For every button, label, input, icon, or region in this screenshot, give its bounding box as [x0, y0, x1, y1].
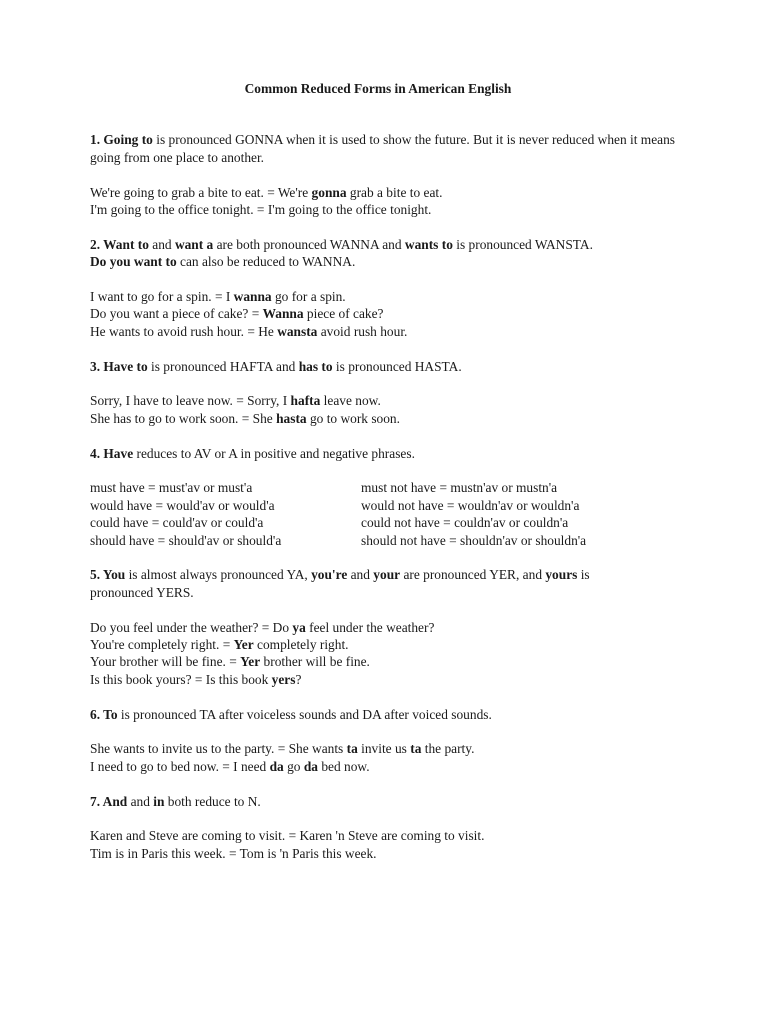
section-s1	[90, 131, 690, 218]
example-line	[90, 740, 690, 757]
example-line	[90, 827, 690, 844]
text-run: and	[127, 793, 154, 809]
negative-form: could not have = couldn'av or couldn'a	[361, 515, 569, 531]
text-run: I want to go for a spin. = I	[90, 289, 234, 305]
rule-text	[90, 793, 690, 810]
rule-line	[90, 706, 690, 723]
text-run: She has to go to work soon. = She	[90, 410, 277, 426]
document-page	[90, 80, 690, 880]
text-run: invite us	[357, 741, 411, 757]
example-line	[90, 288, 690, 305]
text-run: ?	[295, 671, 302, 687]
rule-text	[90, 236, 690, 271]
positive-form: must have = must'av or must'a	[90, 480, 253, 496]
example-line	[90, 845, 690, 862]
positive-form: could have = could'av or could'a	[90, 515, 264, 531]
bold-text: Do you want to	[90, 254, 177, 270]
text-run: brother will be fine.	[260, 654, 370, 670]
text-run: Do you want a piece of cake? =	[90, 306, 263, 322]
example-line	[90, 201, 690, 218]
example-line	[90, 184, 690, 201]
text-run: feel under the weather?	[305, 619, 435, 635]
text-run: go for a spin.	[271, 289, 346, 305]
text-run: pronounced YERS.	[90, 584, 194, 600]
section-s6	[90, 706, 690, 776]
text-run: Your brother will be fine. =	[90, 654, 241, 670]
example-block	[90, 184, 690, 219]
bold-text: 7. And	[90, 793, 128, 809]
bold-text: want a	[174, 236, 214, 252]
example-block	[90, 619, 690, 689]
rule-text	[90, 706, 690, 723]
text-run: can also be reduced to WANNA.	[176, 254, 356, 270]
rule-line	[90, 584, 690, 601]
section-s2	[90, 236, 690, 340]
example-line	[90, 758, 690, 775]
text-run: is pronounced WANSTA.	[452, 236, 593, 252]
example-line	[90, 410, 690, 427]
text-run: bed now.	[318, 758, 370, 774]
rule-line	[90, 566, 690, 583]
text-run: Sorry, I have to leave now. = Sorry, I	[90, 393, 291, 409]
example-line	[90, 636, 690, 653]
positive-form: should have = should'av or should'a	[90, 532, 282, 548]
rule-text	[90, 566, 690, 601]
bold-text: hasta	[276, 410, 307, 426]
text-run: is pronounced HASTA.	[332, 358, 462, 374]
text-run: and	[347, 567, 374, 583]
bold-text: da	[269, 758, 284, 774]
bold-text: you're	[311, 567, 348, 583]
text-run: is pronounced HAFTA and	[147, 358, 299, 374]
bold-text: wanna	[233, 289, 272, 305]
bold-text: your	[373, 567, 401, 583]
bold-text: yours	[545, 567, 578, 583]
bold-text: 1. Going to	[90, 132, 153, 148]
text-run: I'm going to the office tonight. = I'm going to the office tonight.	[90, 202, 432, 218]
section-s7	[90, 793, 690, 863]
negative-form: must not have = mustn'av or mustn'a	[361, 480, 558, 496]
text-run: is pronounced GONNA when it is used to show the future. But it is never reduced when it means going from one place to another.	[90, 132, 676, 165]
bold-text: ya	[292, 619, 306, 635]
text-run: is pronounced TA after voiceless sounds and DA after voiced sounds.	[117, 706, 492, 722]
bold-text: Wanna	[262, 306, 304, 322]
bold-text: 2. Want to	[90, 236, 149, 252]
rule-text	[90, 358, 690, 375]
section-s4	[90, 445, 690, 549]
text-run: the party.	[421, 741, 475, 757]
negative-form: should not have = shouldn'av or shouldn'a	[361, 532, 587, 548]
rule-line	[90, 445, 690, 462]
rule-line	[90, 358, 690, 375]
example-line	[90, 619, 690, 636]
bold-text: 3. Have to	[90, 358, 148, 374]
text-run: Tim is in Paris this week. = Tom is 'n Paris this week.	[90, 845, 377, 861]
section-s5	[90, 566, 690, 688]
rule-text	[90, 445, 690, 462]
bold-text: da	[303, 758, 319, 774]
bold-text: 5. You	[90, 567, 126, 583]
text-run: piece of cake?	[303, 306, 384, 322]
negative-form: would not have = wouldn'av or wouldn'a	[361, 497, 580, 513]
text-run: go to work soon.	[306, 410, 400, 426]
example-line	[90, 653, 690, 670]
bold-text: in	[153, 793, 165, 809]
text-run: avoid rush hour.	[317, 323, 408, 339]
bold-text: wansta	[277, 323, 318, 339]
section-s3	[90, 358, 690, 428]
bold-text: 6. To	[90, 706, 118, 722]
text-run: completely right.	[253, 637, 349, 653]
rule-line	[90, 253, 690, 270]
bold-text: wants to	[404, 236, 453, 252]
bold-text: hafta	[290, 393, 321, 409]
text-run: is	[577, 567, 590, 583]
example-line	[90, 671, 690, 688]
example-block	[90, 827, 690, 862]
text-run: He wants to avoid rush hour. = He	[90, 323, 278, 339]
text-run: both reduce to N.	[164, 793, 261, 809]
example-line	[90, 305, 690, 322]
text-run: leave now.	[320, 393, 381, 409]
text-run: Is this book yours? = Is this book	[90, 671, 272, 687]
text-run: are pronounced YER, and	[400, 567, 546, 583]
document-body	[90, 131, 690, 862]
text-run: She wants to invite us to the party. = She wants	[90, 741, 347, 757]
bold-text: ta	[410, 741, 422, 757]
rule-line	[90, 793, 690, 810]
example-line	[90, 323, 690, 340]
positive-form: would have = would'av or would'a	[90, 497, 275, 513]
bold-text: 4. Have	[90, 445, 134, 461]
example-block	[90, 392, 690, 427]
text-run: go	[283, 758, 304, 774]
example-block	[90, 288, 690, 340]
text-run: are both pronounced WANNA and	[213, 236, 405, 252]
bold-text: yers	[271, 671, 296, 687]
example-line	[90, 392, 690, 409]
rule-line	[90, 236, 690, 253]
example-block	[90, 740, 690, 775]
bold-text: has to	[298, 358, 333, 374]
text-run: I need to go to bed now. = I need	[90, 758, 270, 774]
text-run: Karen and Steve are coming to visit. = Karen 'n Steve are coming to visit.	[90, 828, 485, 844]
text-run: reduces to AV or A in positive and negative phrases.	[133, 445, 415, 461]
text-run: and	[148, 236, 175, 252]
text-run: grab a bite to eat.	[346, 184, 443, 200]
text-run: is almost always pronounced YA,	[125, 567, 312, 583]
bold-text: Yer	[240, 654, 261, 670]
bold-text: Yer	[233, 637, 254, 653]
text-run: You're completely right. =	[90, 637, 234, 653]
text-run: We're going to grab a bite to eat. = We're	[90, 184, 312, 200]
reduction-table	[90, 479, 690, 549]
page-title: Common Reduced Forms in American English	[244, 81, 512, 96]
bold-text: ta	[346, 741, 358, 757]
text-run: Do you feel under the weather? = Do	[90, 619, 293, 635]
bold-text: gonna	[311, 184, 347, 200]
rule-text	[90, 131, 690, 166]
